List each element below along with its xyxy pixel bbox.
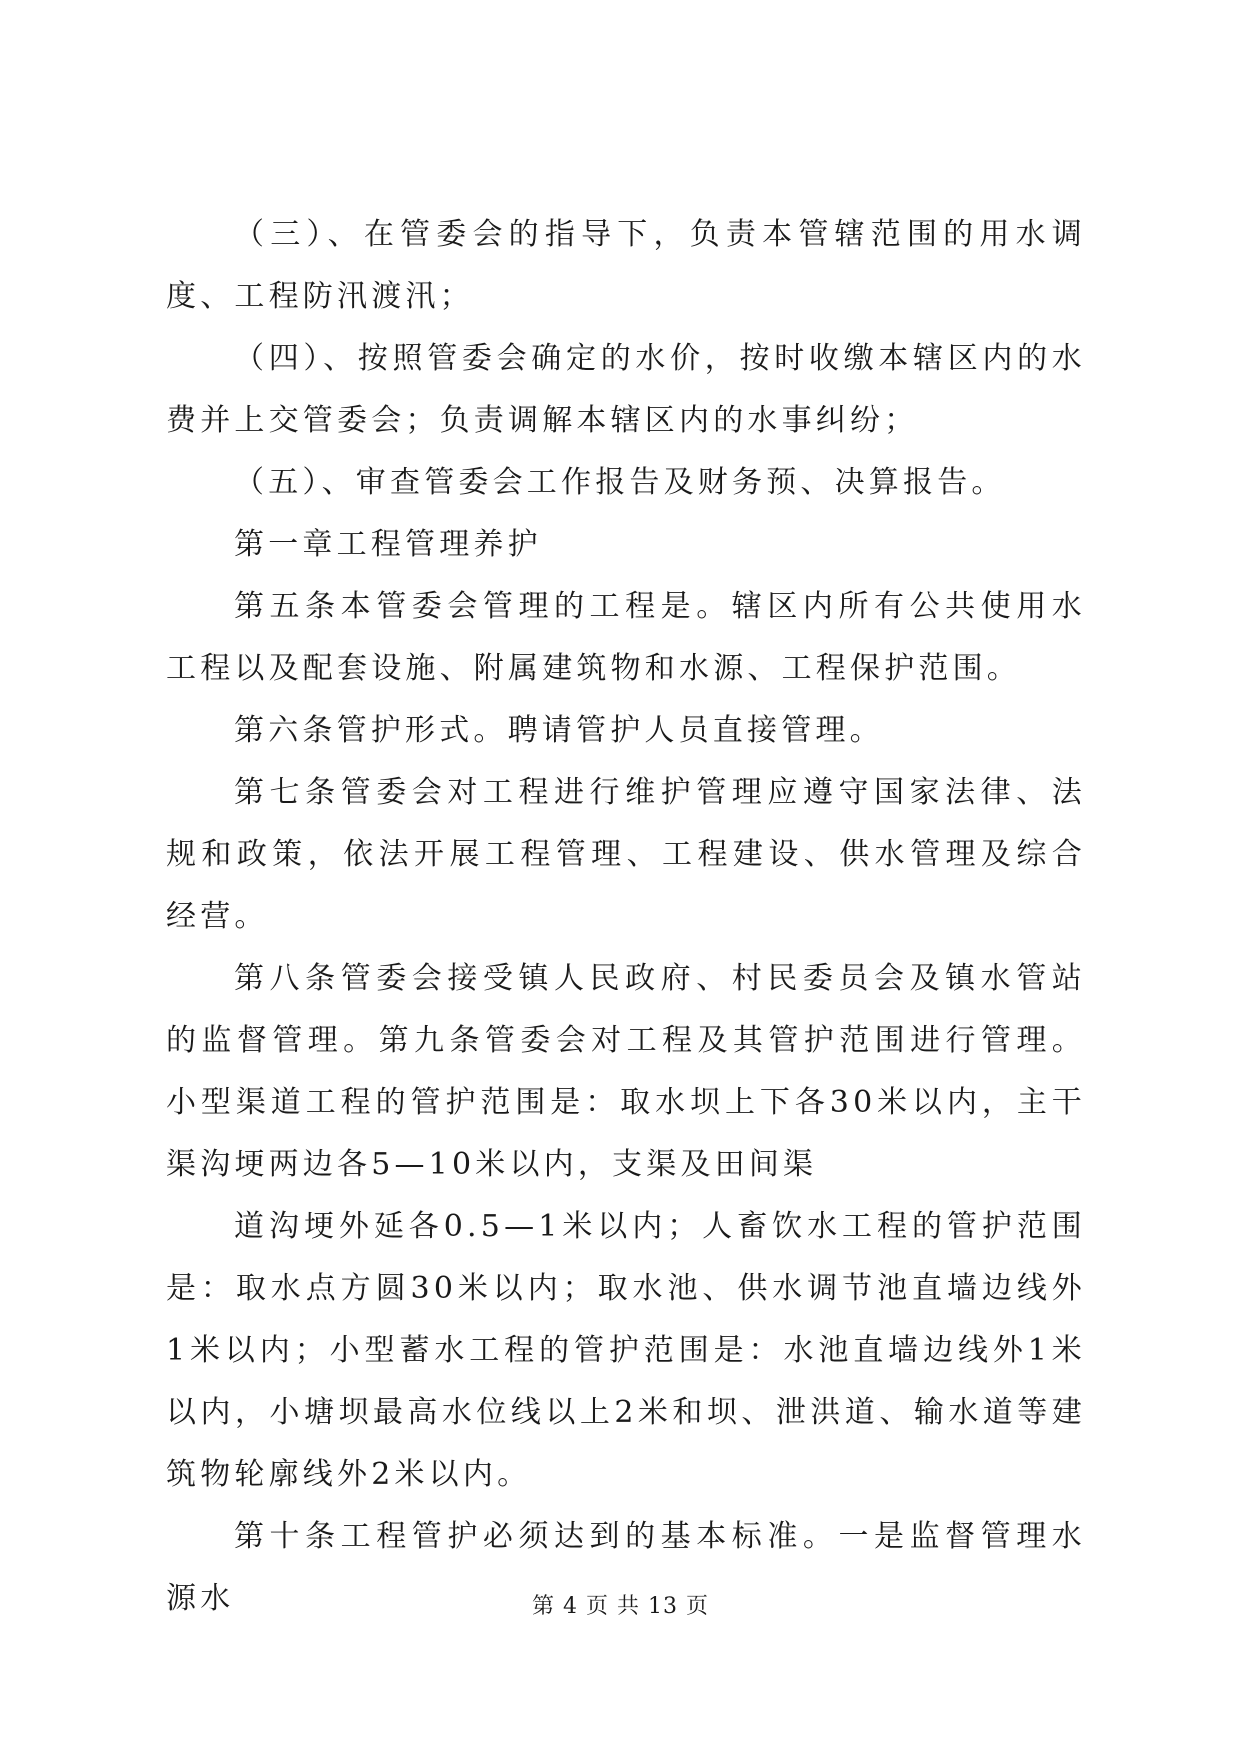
article-6: 第六条管护形式。聘请管护人员直接管理。 bbox=[234, 713, 884, 748]
article-10: 第十条工程管护必须达到的基本标准。一是监督管理水源水 bbox=[166, 1519, 1086, 1616]
article-5: 第五条本管委会管理的工程是。辖区内所有公共使用水工程以及配套设施、附属建筑物和水源、工程保护范围。 bbox=[166, 589, 1086, 686]
article-7: 第七条管委会对工程进行维护管理应遵守国家法律、法规和政策，依法开展工程管理、工程建设、供水管理及综合经营。 bbox=[166, 775, 1086, 934]
paragraph-item-3: （三）、在管委会的指导下，负责本管辖范围的用水调度、工程防汛渡汛； bbox=[166, 217, 1086, 314]
paragraph-item-4: （四）、按照管委会确定的水价，按时收缴本辖区内的水费并上交管委会；负责调解本辖区内的水事纠纷； bbox=[166, 341, 1086, 438]
article-9-continued: 道沟埂外延各0.5—1米以内；人畜饮水工程的管护范围是：取水点方圆30米以内；取水池、供水调节池直墙边线外1米以内；小型蓄水工程的管护范围是：水池直墙边线外1米以内，小塘坝最高水位线以上2米和坝、泄洪道、输水道等建筑物轮廓线外2米以内。 bbox=[166, 1209, 1086, 1492]
paragraph-item-5: （五）、审查管委会工作报告及财务预、决算报告。 bbox=[234, 465, 1006, 500]
page-number-footer: 第 4 页 共 13 页 bbox=[532, 1594, 709, 1619]
document-body bbox=[166, 204, 1086, 1630]
chapter-heading: 第一章工程管理养护 bbox=[234, 527, 542, 562]
article-8-9: 第八条管委会接受镇人民政府、村民委员会及镇水管站的监督管理。第九条管委会对工程及其管护范围进行管理。小型渠道工程的管护范围是：取水坝上下各30米以内，主干渠沟埂两边各5—10米以内，支渠及田间渠 bbox=[166, 961, 1086, 1182]
